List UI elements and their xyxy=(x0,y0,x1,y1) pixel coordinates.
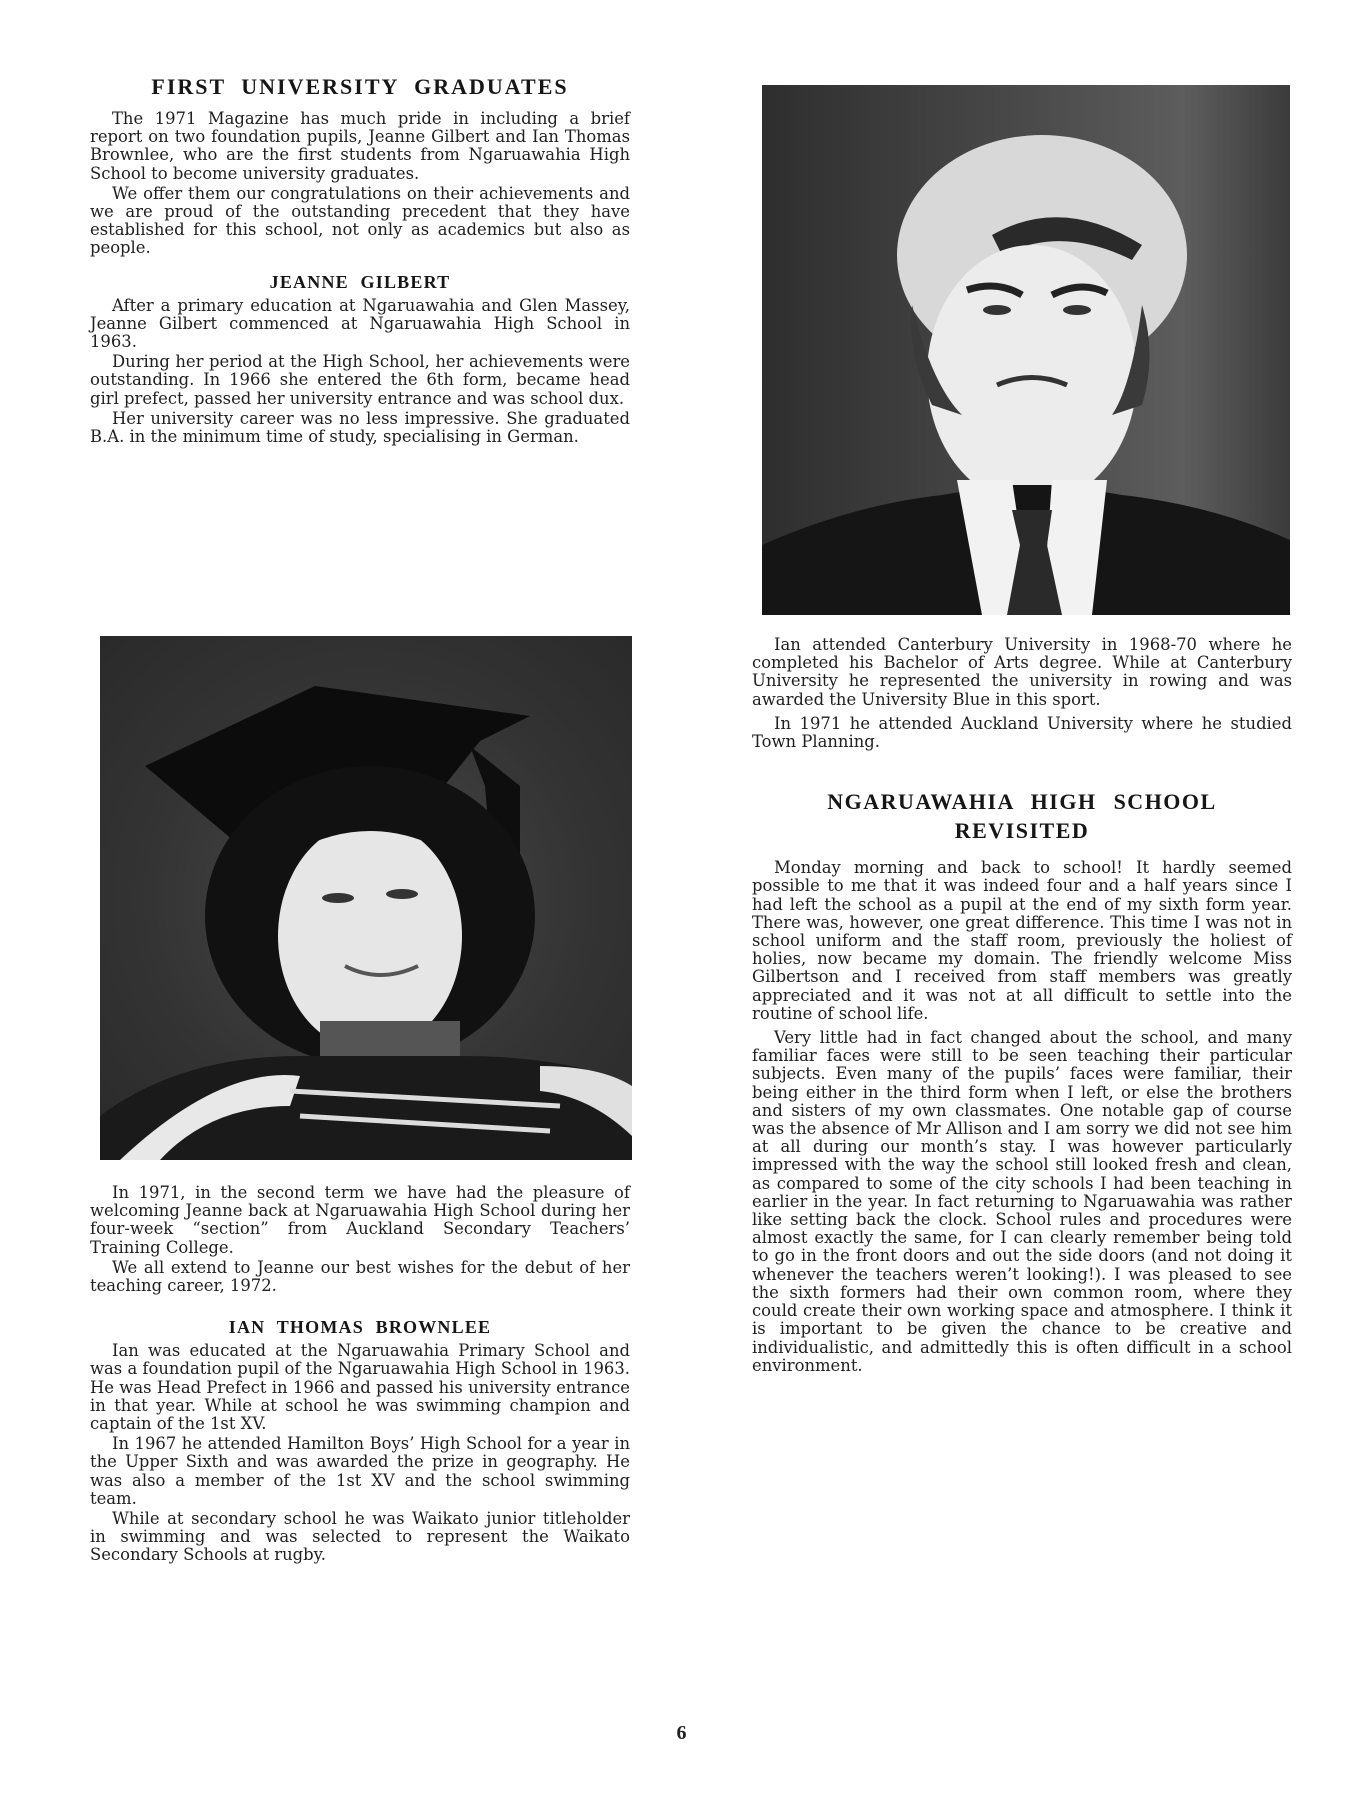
revisited-title-line1: NGARUAWAHIA HIGH SCHOOL xyxy=(827,789,1217,815)
jeanne-gilbert-heading: JEANNE GILBERT xyxy=(269,271,451,292)
ian-paragraph: Ian was educated at the Ngaruawahia Primary School and was a foundation pupil of the Ngaruawahia High School in 1963. He was Head Prefect in 1966 and passed his university entrance in that year. While at school he was swimming champion and captain of the 1st XV. xyxy=(90,1341,630,1434)
eye-right xyxy=(386,889,418,899)
eye-left xyxy=(322,893,354,903)
ian-portrait-illustration xyxy=(762,85,1290,615)
jeanne-paragraph: We all extend to Jeanne our best wishes for the debut of her teaching career, 1972. xyxy=(90,1257,630,1296)
jeanne-paragraph: After a primary education at Ngaruawahia and Glen Massey, Jeanne Gilbert commenced at Ngaruawahia High School in 1963. xyxy=(90,295,630,352)
article-title: FIRST UNIVERSITY GRADUATES xyxy=(151,74,569,99)
jeanne-paragraph: During her period at the High School, her achievements were outstanding. In 1966 she entered the 6th form, became head girl prefect, passed her university entrance and was school dux. xyxy=(90,352,630,408)
intro-paragraph: We offer them our congratulations on their achievements and we are proud of the outstanding precedent that they have established for this school, not only as academics but also as people. xyxy=(90,183,630,258)
ian-brownlee-heading: IAN THOMAS BROWNLEE xyxy=(228,1317,492,1338)
ian-paragraph: While at secondary school he was Waikato junior titleholder in swimming and was selected to represent the Waikato Secondary Schools at rugby. xyxy=(90,1509,630,1565)
jeanne-paragraph: Her university career was no less impressive. She graduated B.A. in the minimum time of study, specialising in German. xyxy=(90,408,630,447)
jeanne-paragraph: In 1971, in the second term we have had the pleasure of welcoming Jeanne back at Ngaruawahia High School during her four-week “section” from Auckland Secondary Teachers’ Training College. xyxy=(90,1183,630,1257)
ian-continued-paragraph: In 1971 he attended Auckland University where he studied Town Planning. xyxy=(752,713,1292,752)
right-column xyxy=(752,636,1292,1377)
eye-left xyxy=(983,305,1011,315)
face-shape xyxy=(278,821,462,1051)
revisited-paragraph: Very little had in fact changed about the school, and many familiar faces were still to be seen teaching their particular subjects. Even many of the pupils’ faces were familiar, their being either in the third form when I left, or else the brothers and sisters of my own classmates. One notable gap of course was the absence of Mr Allison and I am sorry we did not see him at all during our month’s stay. I was however particularly impressed with the way the school still looked fresh and clean, as compared to some of the city schools I had been teaching in earlier in the year. In fact returning to Ngaruawahia was rather like setting back the clock. School rules and procedures were almost exactly the same, for I can clearly remember being told to go in the front doors and out the side doors (and not doing it whenever the teachers weren’t looking!). I was pleased to see the sixth formers had their own common room, where they could create their own working space and atmosphere. I think it is important to be given the chance to be creative and individualistic, and admittedly this is often difficult in a school environment. xyxy=(752,1028,1292,1375)
ian-continued-paragraph: Ian attended Canterbury University in 1968-70 where he completed his Bachelor of Arts degree. While at Canterbury University he represented the university in rowing and was awarded the University Blue in this sport. xyxy=(752,635,1292,709)
ian-paragraph: In 1967 he attended Hamilton Boys’ High School for a year in the Upper Sixth and was awarded the prize in geography. He was also a member of the 1st XV and the school swimming team. xyxy=(90,1434,630,1508)
left-column-bottom xyxy=(90,1184,630,1567)
jeanne-portrait-illustration xyxy=(100,636,632,1160)
eye-right xyxy=(1063,305,1091,315)
spacer xyxy=(752,753,1292,787)
revisited-title xyxy=(752,787,1292,845)
revisited-paragraph: Monday morning and back to school! It hardly seemed possible to me that it was indeed four and a half years since I had left the school as a pupil at the end of my sixth form year. There was, however, one great difference. This time I was not in school uniform and the staff room, previously the holiest of holies, now became my domain. The friendly welcome Miss Gilbertson and I received from staff members was greatly appreciated and it was not at all difficult to settle into the routine of school life. xyxy=(752,858,1292,1023)
jeanne-gilbert-photo xyxy=(100,636,632,1160)
intro-paragraph: The 1971 Magazine has much pride in including a brief report on two foundation pupils, Jeanne Gilbert and Ian Thomas Brownlee, who are the first students from Ngaruawahia High School to become university graduates. xyxy=(90,109,630,183)
page-number: 6 xyxy=(676,1722,687,1744)
ian-brownlee-photo xyxy=(762,85,1290,615)
revisited-title-line2: REVISITED xyxy=(954,818,1090,844)
left-column-top xyxy=(90,70,630,448)
